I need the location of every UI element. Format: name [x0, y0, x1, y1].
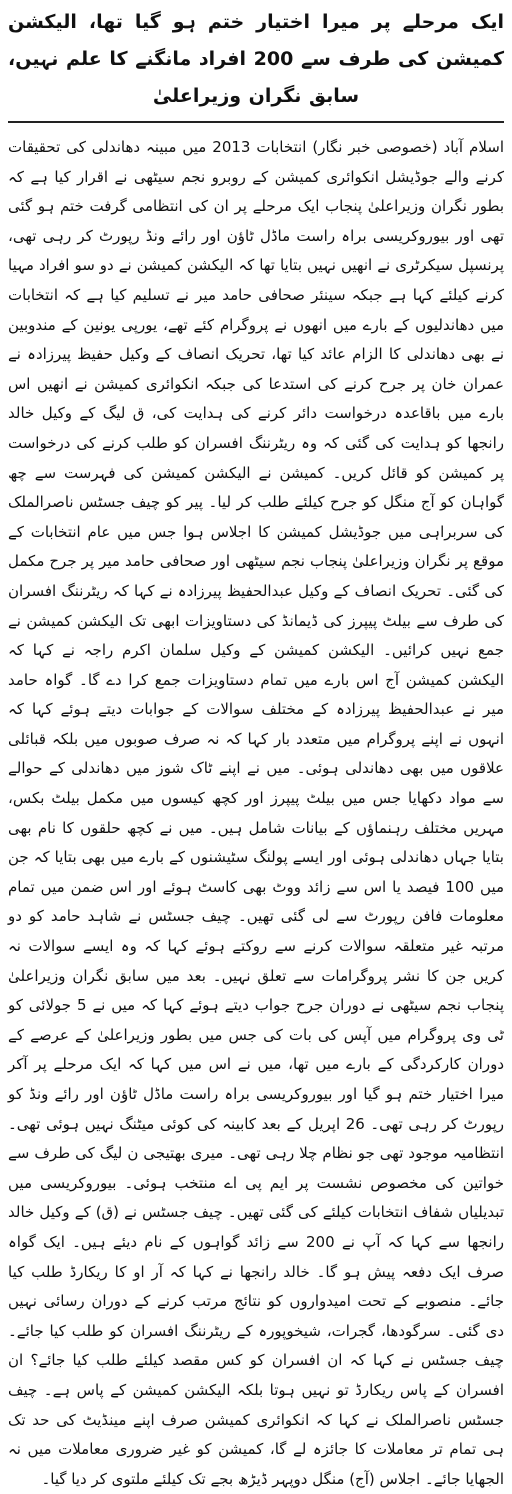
- article-headline: ایک مرحلے پر میرا اختیار ختم ہو گیا تھا، الیکشن کمیشن کی طرف سے 200 افراد مانگنے کا علم نہیں، سابق نگران وزیراعلیٰ: [8, 11, 504, 107]
- headline-divider: [8, 121, 504, 123]
- article-body: اسلام آباد (خصوصی خبر نگار) انتخابات 2013 میں مبینہ دھاندلی کی تحقیقات کرنے والے جوڈیشل انکوائری کمیشن کے روبرو نجم سیٹھی نے اقرار کیا ہے کہ بطور نگران وزیراعلیٰ پنجاب ایک مرحلے پر ان کی انتظامی گرفت ختم ہو گئی تھی اور بیوروکریسی براہ راست ماڈل ٹاؤن اور رائے ونڈ رپورٹ کر رہی تھی، پرنسپل سیکرٹری نے انھیں نہیں بتایا تھا کہ الیکشن کمیشن نے دو سو افراد مہیا کرنے کیلئے کہا ہے جبکہ سینئر صحافی حامد میر نے تسلیم کیا ہے کہ انتخابات میں دھاندلیوں کے بارے میں انھوں نے پروگرام کئے تھے، یورپی یونین کے مندوبین نے بھی دھاندلی کا الزام عائد کیا تھا، تحریک انصاف کے وکیل حفیظ پیرزادہ نے عمران خان پر جرح کرنے کی استدعا کی جبکہ انکوائری کمیشن نے انھیں اس بارے میں باقاعدہ درخواست دائر کرنے کی ہدایت کی، ق لیگ کے وکیل خالد رانجھا کو ہدایت کی گئی کہ وہ ریٹرننگ افسران کو طلب کرنے کی درخواست پر کمیشن کو قائل کریں۔ کمیشن نے الیکشن کمیشن کی فہرست سے چھ گواہان کو آج منگل کو جرح کیلئے طلب کر لیا۔ پیر کو چیف جسٹس ناصرالملک کی سربراہی میں جوڈیشل کمیشن کا اجلاس ہوا جس میں عام انتخابات کے موقع پر نگران وزیراعلیٰ پنجاب نجم سیٹھی اور صحافی حامد میر پر جرح مکمل کی گئی۔ تحریک انصاف کے وکیل عبدالحفیظ پیرزادہ نے کہا کہ ریٹرننگ افسران کی طرف سے بیلٹ پیپرز کی ڈیمانڈ کی دستاویزات ابھی تک الیکشن کمیشن نے جمع نہیں کرائیں۔ الیکشن کمیشن کے وکیل سلمان اکرم راجہ نے کہا کہ الیکشن کمیشن آج اس بارے میں تمام دستاویزات جمع کرا دے گا۔ گواہ حامد میر نے عبدالحفیظ پیرزادہ کے مختلف سوالات کے جوابات دیتے ہوئے کہا کہ انہوں نے اپنے پروگرام میں متعدد بار کہا کہ نہ صرف صوبوں میں بلکہ قبائلی علاقوں میں بھی دھاندلی ہوئی۔ میں نے اپنے ٹاک شوز میں دھاندلی کے حوالے سے مواد دکھایا جس میں بیلٹ پیپرز اور کچھ کیسوں میں مکمل بیلٹ بکس، مہریں مختلف رہنماؤں کے بیانات شامل ہیں۔ میں نے کچھ حلقوں کا نام بھی بتایا جہاں دھاندلی ہوئی اور ایسے پولنگ سٹیشنوں کے بارے میں بھی بتایا کہ جن میں 100 فیصد یا اس سے زائد ووٹ بھی کاسٹ ہوئے اور اس ضمن میں تمام معلومات فافن رپورٹ سے لی گئی تھیں۔ چیف جسٹس نے شاہد حامد کو دو مرتبہ غیر متعلقہ سوالات کرنے سے روکتے ہوئے کہا کہ وہ ایسے سوالات نہ کریں جن کا نشر پروگرامات سے تعلق نہیں۔ بعد میں سابق نگران وزیراعلیٰ پنجاب نجم سیٹھی نے دوران جرح جواب دیتے ہوئے کہا کہ میں نے 5 جولائی کو ٹی وی پروگرام میں آپس کی بات کی جس میں بطور وزیراعلیٰ کے عرصے کے دوران کارکردگی کے بارے میں تھا، میں نے اس میں کہا کہ ایک مرحلے پر آکر میرا اختیار ختم ہو گیا اور بیوروکریسی براہ راست ماڈل ٹاؤن اور رائے ونڈ کو رپورٹ کر رہی تھی۔ 26 اپریل کے بعد کابینہ کی کوئی میٹنگ نہیں ہوئی تھی۔ انتظامیہ موجود تھی جو نظام چلا رہی تھی۔ میری بھتیجی ن لیگ کی طرف سے خواتین کی مخصوص نشست پر ایم پی اے منتخب ہوئی۔ بیوروکریسی میں تبدیلیاں شفاف انتخابات کیلئے کی گئی تھیں۔ چیف جسٹس نے (ق) کے وکیل خالد رانجھا سے کہا کہ آپ نے 200 سے زائد گواہوں کے نام دیئے ہیں۔ ایک گواہ صرف ایک دفعہ پیش ہو گا۔ خالد رانجھا نے کہا کہ آر او کا ریکارڈ طلب کیا جائے۔ منصوبے کے تحت امیدواروں کو نتائج مرتب کرنے کے دوران رسائی نہیں دی گئی۔ سرگودھا، گجرات، شیخوپورہ کے ریٹرننگ افسران کو طلب کیا جائے۔ چیف جسٹس نے کہا کہ ان افسران کو کس مقصد کیلئے طلب کیا جائے؟ ان افسران کے پاس ریکارڈ تو نہیں ہوتا بلکہ الیکشن کمیشن کے پاس ہے۔ چیف جسٹس ناصرالملک نے کہا کہ انکوائری کمیشن صرف اپنے مینڈیٹ کی حد تک ہی تمام تر معاملات کا جائزہ لے گا، کمیشن کو غیر ضروری معاملات میں نہ الجھایا جائے۔ اجلاس (آج) منگل دوپہر ڈیڑھ بجے تک کیلئے ملتوی کر دیا گیا۔: [8, 138, 505, 1488]
